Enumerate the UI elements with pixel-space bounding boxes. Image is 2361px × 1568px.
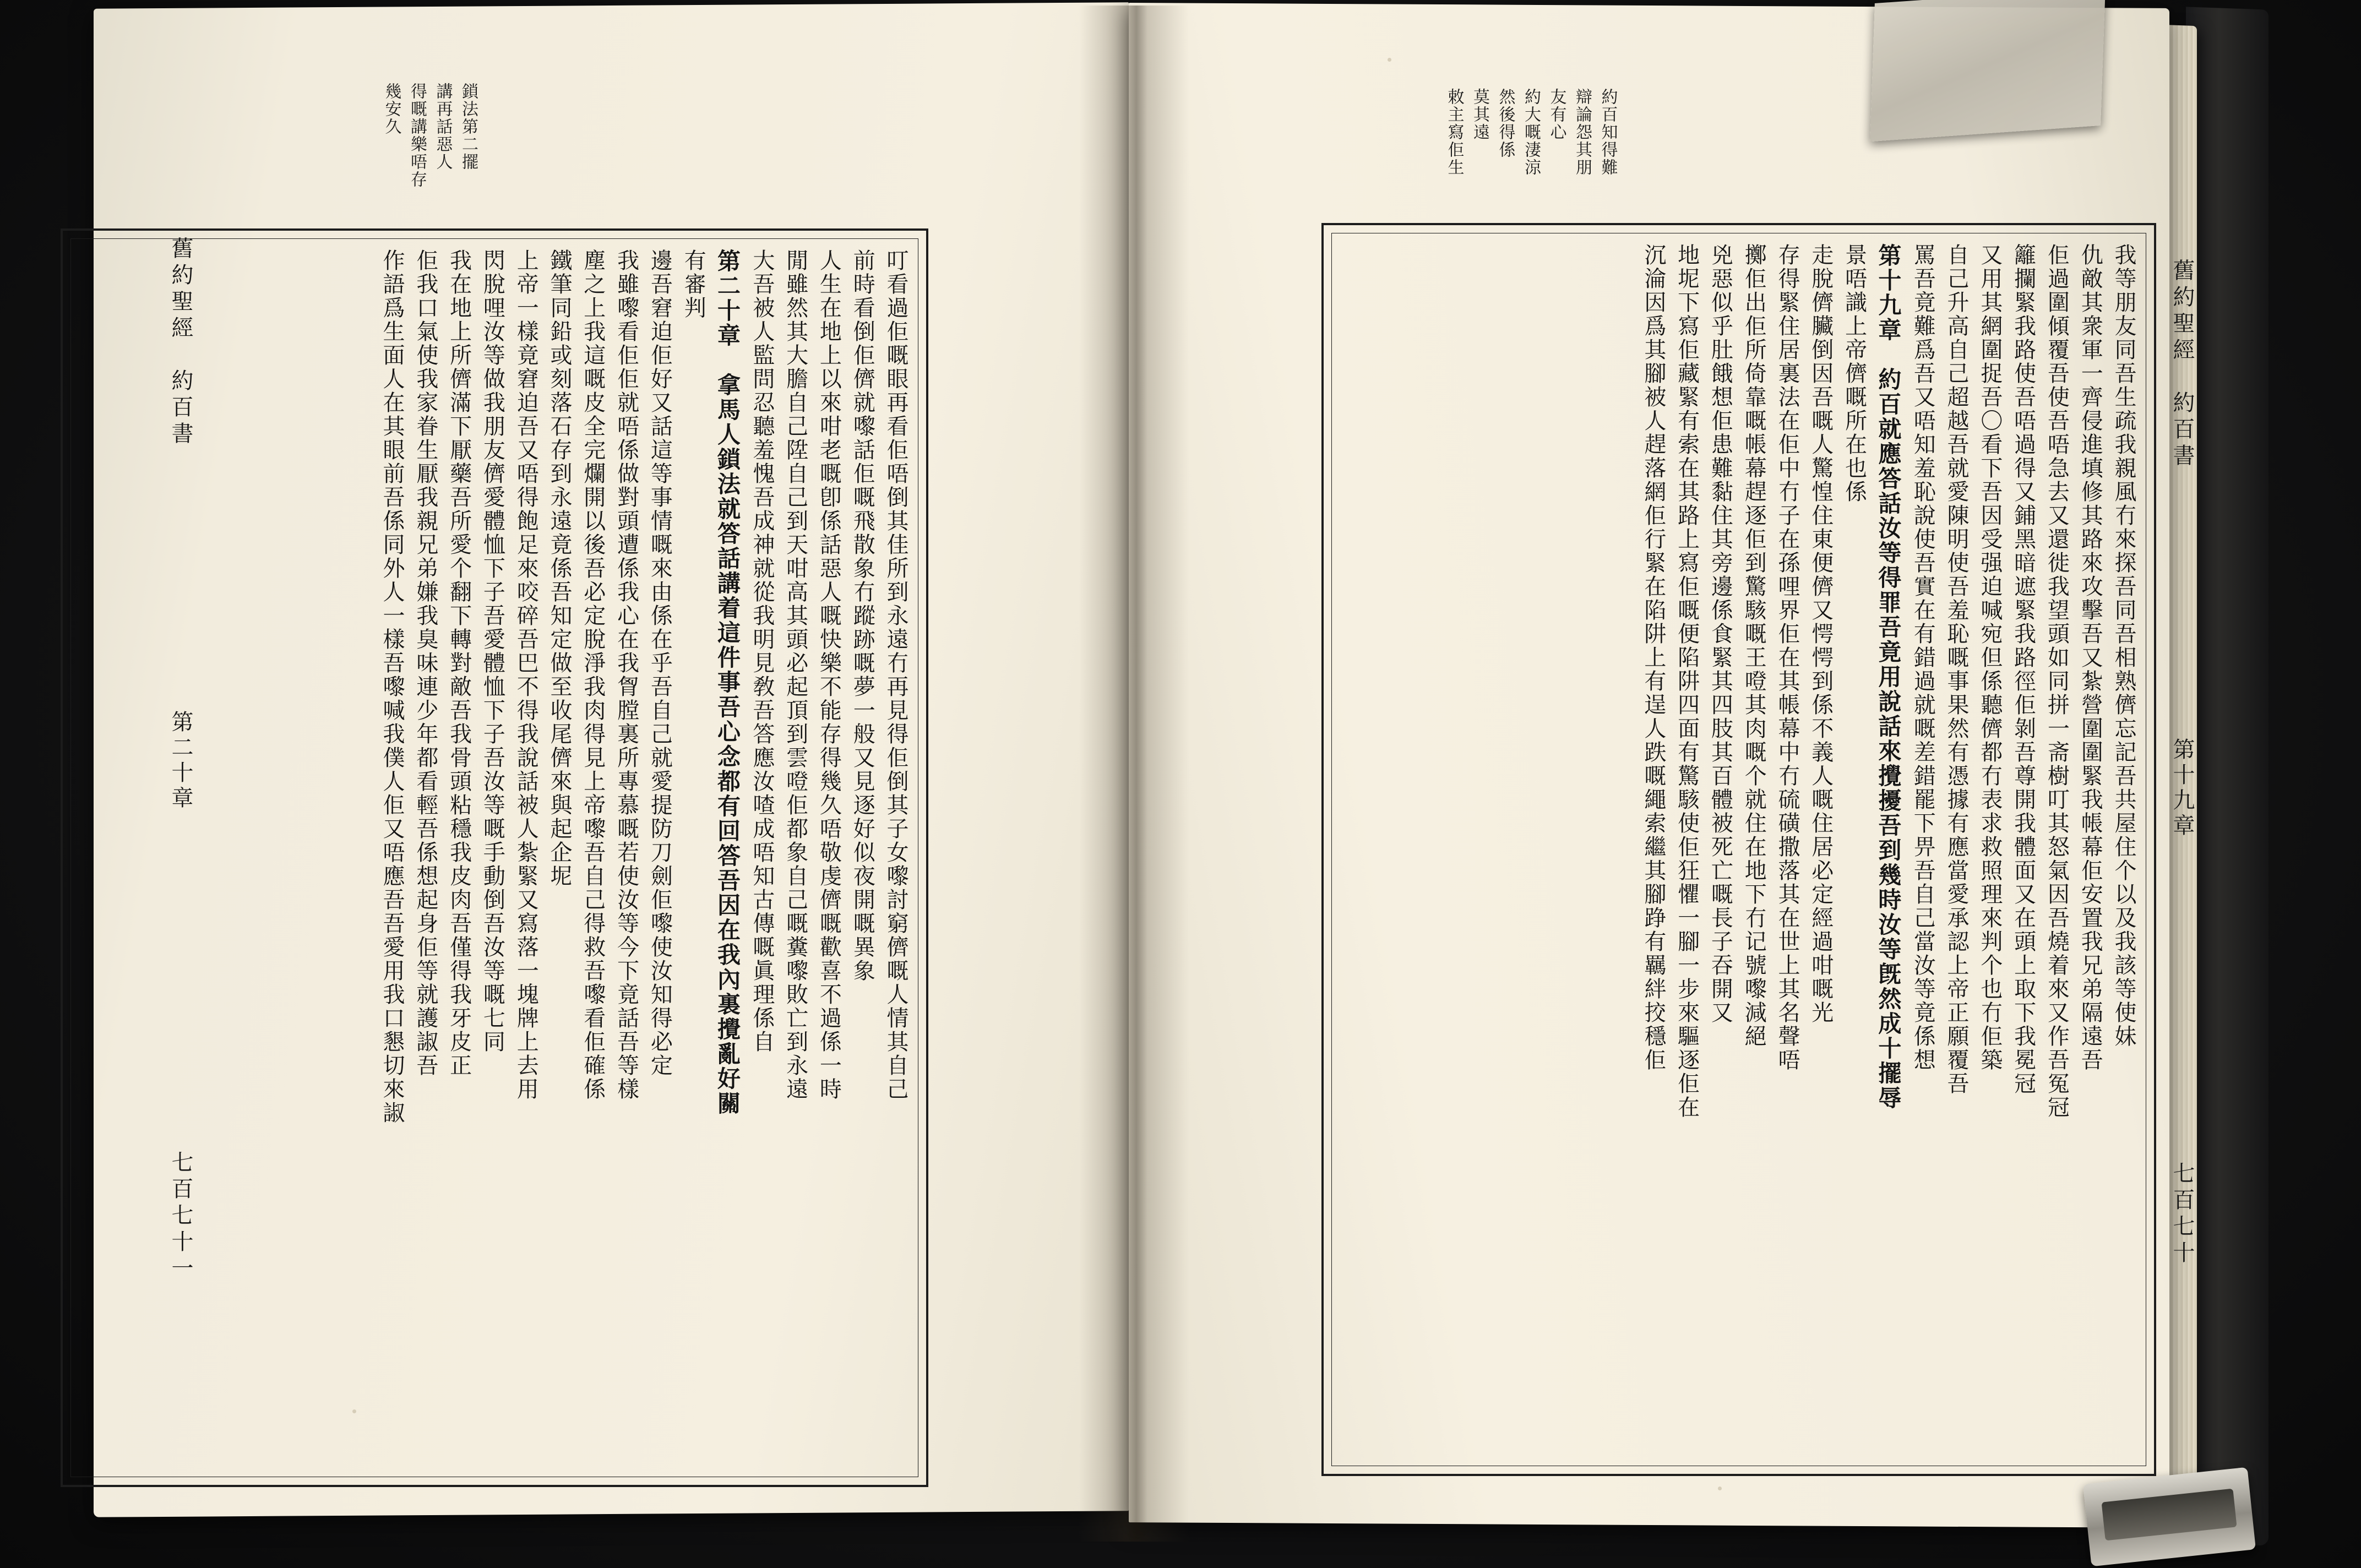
text-column: 塵之上我這嘅皮全完爛開以後吾必定脫淨我肉得見上帝嚟吾自己得救吾嚟看佢確係: [580, 249, 606, 1101]
text-column: 有審判: [681, 249, 706, 320]
text-column: 走脫儕臟倒因吾嘅人驚惶住東便儕又愕愕到係不義人嘅住居必定經過咁嘅光: [1808, 243, 1834, 1025]
marginal-note: 敕主寫佢生: [1444, 88, 1464, 176]
text-column: 作語爲生面人在其眼前吾係同外人一樣吾嚟喊我僕人佢又唔應吾吾愛用我口懇切來諔: [379, 249, 405, 1125]
text-column: 地坭下寫佢藏緊有索在其路上寫佢嘅便陷阱四面有驚駭使佢狂懼一腳一步來驅逐佢在: [1674, 243, 1700, 1119]
text-column: 閃脫哩汝等做我朋友儕愛體恤下子吾愛體恤下子吾汝等嘅手動倒吾汝等嘅七同: [480, 249, 505, 1054]
chapter-label-right: 第十九章: [2169, 738, 2195, 839]
text-column: 我在地上所儕滿下厭藥吾所愛个翻下轉對敵吾我骨頭粘穩我皮肉吾僅得我牙皮正: [446, 249, 472, 1077]
text-column: 沉淪因爲其腳被人趕落網佢行緊在陷阱上有逞人跌嘅繩索繼其腳踭有羈絆挍穩佢: [1640, 243, 1666, 1072]
marginal-notes-right: [1443, 88, 1619, 176]
text-column: 仇敵其衆軍一齊侵進填修其路來攻擊吾又紮營圍圍緊我帳幕佢安置我兄弟隔遠吾: [2077, 243, 2103, 1072]
running-head-right: 舊約聖經 約百書: [2169, 259, 2195, 470]
marginal-notes-left: [380, 83, 479, 188]
text-column: 景唔識上帝儕嘅所在也係: [1841, 243, 1867, 504]
text-column: 佢我口氣使我家眷生厭我親兄弟嫌我臭味連少年都看輕吾係想起身佢等就護諔吾: [412, 249, 438, 1077]
text-column-chapter-start: 第二十章 拿馬人鎖法就答話講着這件事吾心念都有回答吾因在我內裏攪亂好關: [714, 249, 742, 1116]
marginal-note: 幾安久: [382, 83, 401, 135]
running-head-left: 舊約聖經 約百書: [168, 237, 193, 448]
text-column: 罵吾竟難爲吾又唔知羞恥說使吾實在有錯過就嘅差錯罷下畀吾自己當汝等竟係想: [1910, 243, 1936, 1072]
text-column: 擲佢出佢所倚靠嘅帳幕趕逐佢到驚駭嘅王噔其肉嘅个就住在地下冇记號嚟減絕: [1741, 243, 1767, 1048]
text-frame-left: [61, 228, 928, 1487]
text-column: 自己升高自己超越吾就愛陳明使吾羞恥嘅事果然有憑據有應當愛承認上帝正願覆吾: [1944, 243, 1970, 1096]
text-column: 兇惡似乎肚餓想佢患難黏住其旁邊係食緊其四肢其百體被死亡嘅長子吞開又: [1707, 243, 1733, 1025]
marginal-note: 講再話惡人: [433, 83, 453, 171]
chapter-label-left: 第二十章: [168, 710, 193, 812]
binder-clip-icon: [2083, 1467, 2256, 1567]
text-column: 人生在地上以來咁老嘅卽係話惡人嘅快樂不能存得幾久唔敬虔儕嘅歡喜不過係一時: [816, 249, 842, 1101]
text-column: 佢過圍傾覆吾使吾唔急去又還徙我望頭如同拼一斋樹叮其怒氣因吾燒着來又作吾冤冠: [2044, 243, 2070, 1119]
text-column: 邊吾窘迫佢好又話這等事情嘅來由係在乎吾自己就愛提防刀劍佢嚟使汝知得必定: [647, 249, 673, 1077]
text-column: 我等朋友同吾生疏我親風冇來探吾同吾相熟儕忘記吾共屋住个以及我該等使妹: [2111, 243, 2136, 1048]
paper-speck: [352, 1409, 356, 1413]
marginal-note: 友有心: [1547, 88, 1566, 141]
text-column: 我雖嚟看佢佢就唔係做對頭遭係我心在我胷膛裏所專慕嘅若使汝等今下竟話吾等樣: [613, 249, 639, 1101]
text-columns-right: [1331, 233, 2146, 1466]
text-column: 大吾被人監問忍聽羞愧吾成神就從我明見敎吾答應汝喳成唔知古傳嘅眞理係自: [749, 249, 775, 1054]
marginal-note: 得嘅講樂唔存: [407, 83, 427, 188]
text-columns-left: [70, 238, 918, 1477]
text-frame-right: [1321, 223, 2156, 1476]
text-column: 存得緊住居裏法在佢中冇子在孫哩界佢在其帳幕中冇硫磺撒落其在世上其名聲唔: [1775, 243, 1800, 1072]
text-column-chapter-start: 第十九章 約百就應答話汝等得罪吾竟用說話來攪擾吾到幾時汝等旣然成十擺辱: [1875, 243, 1902, 1110]
marginal-note: 然後得係: [1495, 88, 1515, 159]
text-column: 上帝一樣竟窘迫吾又唔得飽足來咬碎吾巴不得我說話被人紮緊又寫落一塊牌上去用: [513, 249, 539, 1101]
text-column: 叮看過佢嘅眼再看佢唔倒其佳所到永遠冇再見得佢倒其子女嚟討窮儕嘅人情其自己: [883, 249, 909, 1101]
marginal-note: 莫其遠: [1470, 88, 1489, 141]
folio-left: 七百七十一: [168, 1151, 193, 1283]
marginal-note: 辯論怨其朋: [1573, 88, 1592, 176]
paper-speck: [1388, 58, 1391, 62]
tape-strip-icon: [1870, 0, 2106, 141]
text-column: 閒雖然其大膽自己陞自己到天咁高其頭必起頂到雲噔佢都象自己嘅糞嚟敗亡到永遠: [782, 249, 808, 1101]
marginal-note: 約百知得難: [1598, 88, 1618, 176]
marginal-note: 鎖法第二擺: [459, 83, 478, 171]
book-cover-right: [2186, 7, 2268, 1545]
text-column: 前時看倒佢儕就嚟話佢嘅飛散象冇蹤跡嘅夢一般又見逐好似夜開嘅異象: [850, 249, 875, 983]
paper-speck: [1718, 1487, 1722, 1490]
marginal-note: 約大嘅淒涼: [1521, 88, 1541, 176]
text-column: 又用其網圍捉吾〇看下吾因受强迫喊宛但係聽儕都冇表求救照理來判个也冇佢築: [1977, 243, 2003, 1072]
folio-right: 七百七十: [2169, 1162, 2195, 1267]
text-column: 鐵筆同鉛或刻落石存到永遠竟係吾知定做至收尾儕來與起企坭: [547, 249, 572, 888]
text-column: 籬攔緊我路使吾唔過得又鋪黑暗遮緊我路徑佢剝吾尊開我體面又在頭上取下我冕冠: [2010, 243, 2036, 1096]
